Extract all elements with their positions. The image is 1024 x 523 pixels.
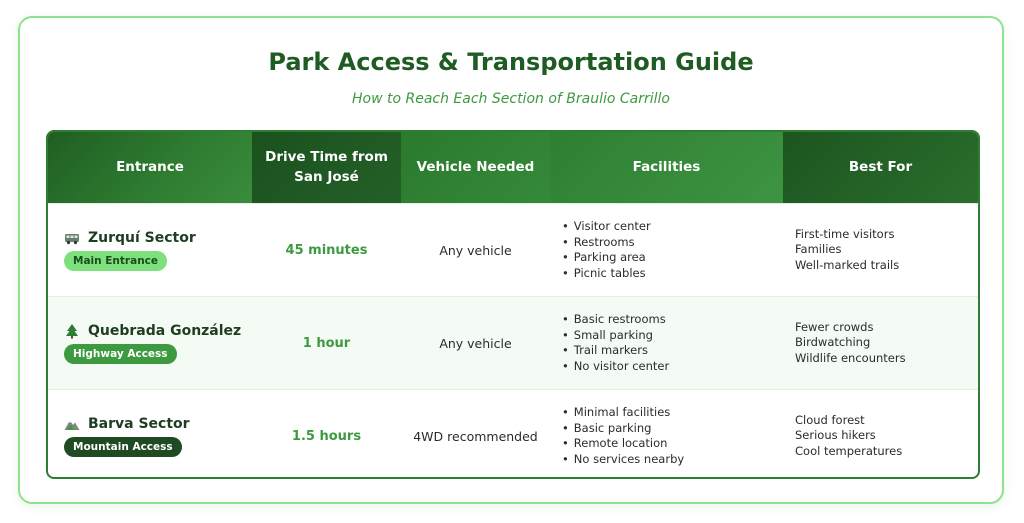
facilities-list [550,405,783,467]
facility-item: • Trail markers [562,343,783,359]
best-for-item: Wildlife encounters [795,350,906,365]
column-header-facilities: Facilities [550,132,783,203]
table-row [48,203,978,296]
vehicle-needed: Any vehicle [439,242,512,258]
access-badge: Mountain Access [64,437,182,457]
vehicle-cell [401,204,550,296]
drive-time: 1 hour [302,335,351,351]
page-subtitle: How to Reach Each Section of Braulio Carrillo [351,91,670,107]
facility-item: • Minimal facilities [562,405,783,421]
vehicle-needed: 4WD recommended [413,428,538,444]
entrance-cell [48,204,252,296]
best-for-item: Well-marked trails [795,257,900,272]
access-table [46,130,980,479]
table-header [48,132,978,203]
best-for-item: Serious hikers [795,428,876,443]
facility-item: • Visitor center [562,219,783,235]
page-title: Park Access & Transportation Guide [268,48,754,76]
best-for-cell [783,390,978,479]
best-for-item: Families [795,242,842,257]
facility-item: • No visitor center [562,359,783,375]
entrance-cell [48,390,252,479]
drive-time-cell [252,390,401,479]
vehicle-cell [401,390,550,479]
drive-time: 1.5 hours [291,428,362,444]
best-for-item: Fewer crowds [795,319,874,334]
facility-item: • Picnic tables [562,266,783,282]
mountain-icon [64,416,80,432]
access-badge: Main Entrance [64,251,167,271]
access-badge: Highway Access [64,344,177,364]
best-for-cell [783,297,978,389]
vehicle-needed: Any vehicle [439,335,512,351]
drive-time-cell [252,297,401,389]
facility-item: • Small parking [562,328,783,344]
facilities-cell [550,204,783,296]
facility-item: • Basic restrooms [562,312,783,328]
entrance-name: Barva Sector [88,415,190,432]
column-header-entrance: Entrance [48,132,252,203]
table-row [48,296,978,389]
column-header-vehicle: Vehicle Needed [401,132,550,203]
facilities-list [550,219,783,281]
facility-item: • Restrooms [562,235,783,251]
entrance-cell [48,297,252,389]
tree-icon [64,323,80,339]
drive-time: 45 minutes [285,242,368,258]
entrance-name: Quebrada González [88,322,242,339]
best-for-cell [783,204,978,296]
drive-time-cell [252,204,401,296]
best-for-item: Birdwatching [795,335,871,350]
table-row [48,389,978,479]
facility-item: • No services nearby [562,452,783,468]
entrance-name: Zurquí Sector [88,229,196,246]
column-header-best-for: Best For [783,132,978,203]
facility-item: • Basic parking [562,421,783,437]
facilities-cell [550,390,783,479]
bus-icon [64,230,80,246]
best-for-item: Cool temperatures [795,443,903,458]
facility-item: • Parking area [562,250,783,266]
facility-item: • Remote location [562,436,783,452]
vehicle-cell [401,297,550,389]
best-for-item: Cloud forest [795,412,865,427]
best-for-item: First-time visitors [795,226,895,241]
guide-card [18,16,1004,504]
facilities-cell [550,297,783,389]
column-header-drive-time: Drive Time from San José [252,132,401,203]
facilities-list [550,312,783,374]
